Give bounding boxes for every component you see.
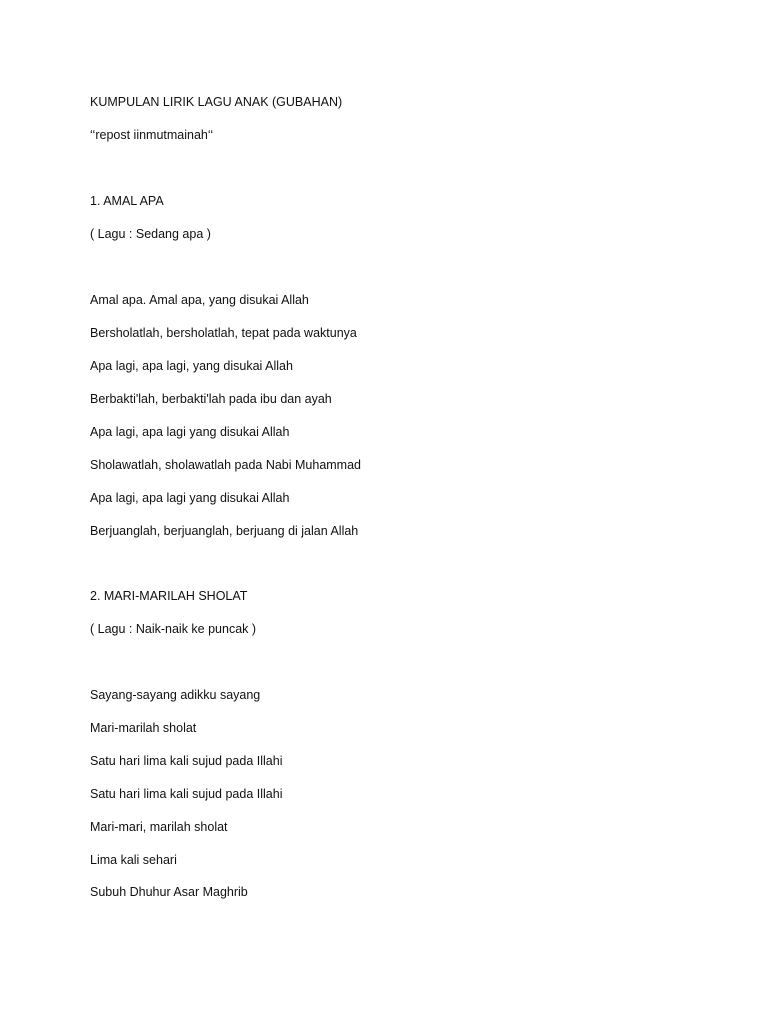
song-2-lyric-line: Mari-mari, marilah sholat: [90, 820, 228, 834]
song-1-heading: 1. AMAL APA: [90, 194, 164, 208]
song-1-lyric-line: Amal apa. Amal apa, yang disukai Allah: [90, 293, 309, 307]
song-2-lyric-line: Lima kali sehari: [90, 853, 177, 867]
song-1-lyric-line: Bersholatlah, bersholatlah, tepat pada waktunya: [90, 326, 357, 340]
song-2-lyric-line: Sayang-sayang adikku sayang: [90, 688, 261, 702]
song-2-tune: ( Lagu : Naik-naik ke puncak ): [90, 622, 257, 636]
document-credit: ‘‘repost iinmutmainah‘‘: [90, 128, 214, 142]
song-1-lyric-line: Apa lagi, apa lagi yang disukai Allah: [90, 491, 290, 505]
song-2-heading: 2. MARI-MARILAH SHOLAT: [90, 589, 248, 603]
song-2-lyric-line: Mari-marilah sholat: [90, 721, 197, 735]
song-1-lyric-line: Sholawatlah, sholawatlah pada Nabi Muhammad: [90, 458, 361, 472]
song-1-lyric-line: Apa lagi, apa lagi, yang disukai Allah: [90, 359, 293, 373]
song-1-lyric-line: Apa lagi, apa lagi yang disukai Allah: [90, 425, 290, 439]
song-2-lyric-line: Satu hari lima kali sujud pada Illahi: [90, 787, 283, 801]
song-2-lyric-line: Subuh Dhuhur Asar Maghrib: [90, 885, 248, 899]
song-1-lyric-line: Berbakti'lah, berbakti'lah pada ibu dan ayah: [90, 392, 332, 406]
document-title: KUMPULAN LIRIK LAGU ANAK (GUBAHAN): [90, 95, 343, 109]
song-1-tune: ( Lagu : Sedang apa ): [90, 227, 211, 241]
song-2-lyric-line: Satu hari lima kali sujud pada Illahi: [90, 754, 283, 768]
song-1-lyric-line: Berjuanglah, berjuanglah, berjuang di jalan Allah: [90, 524, 359, 538]
